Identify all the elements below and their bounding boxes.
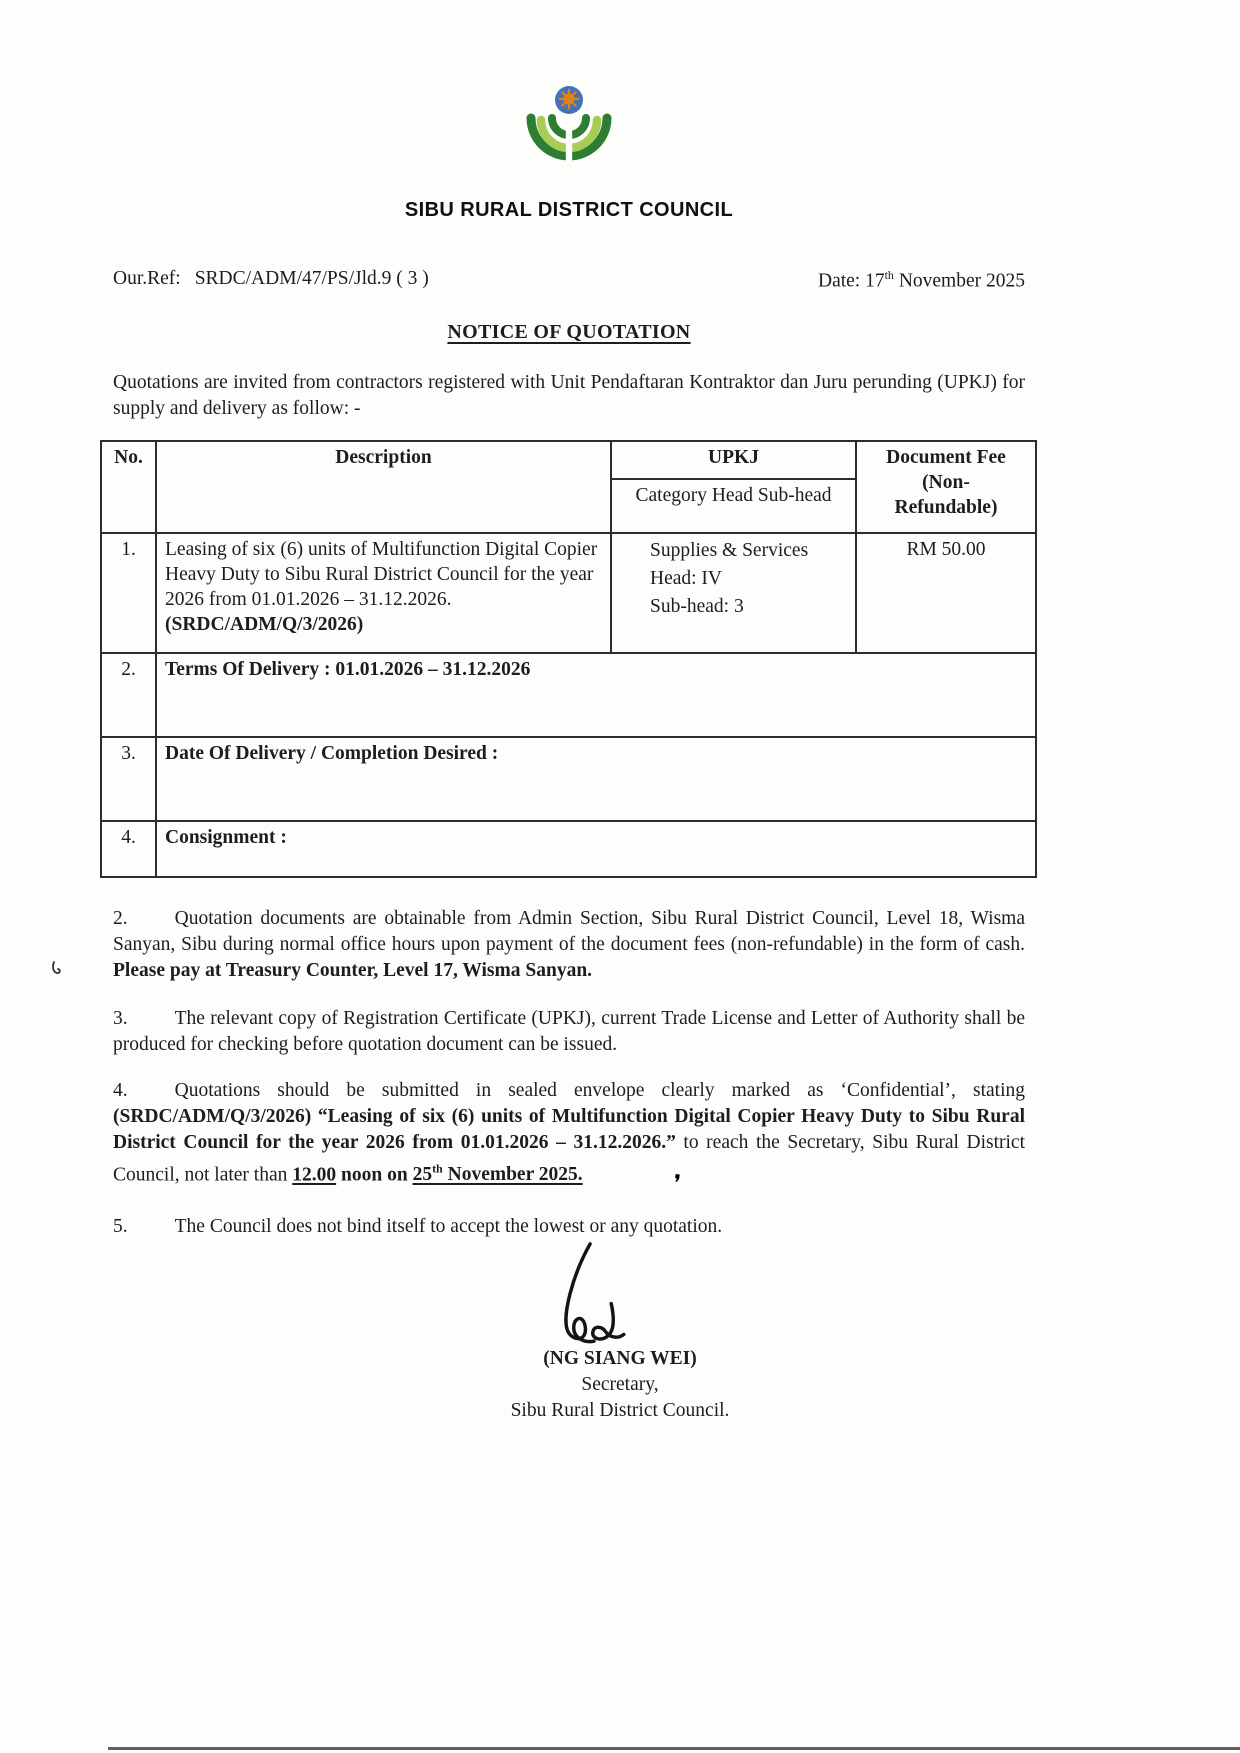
signatory-role: Secretary, [581,1374,659,1395]
row3-no: 3. [101,737,156,821]
intro-paragraph: Quotations are invited from contractors registered with Unit Pendaftaran Kontraktor dan Juru perunding (UPKJ) for supply and delivery as follow: - [113,371,1025,419]
upkj-subhead: Sub-head: 3 [650,595,744,617]
row1-description-ref: (SRDC/ADM/Q/3/2026) [165,613,364,635]
scan-edge-line [108,1747,1240,1750]
pen-tick-mark: ❜ [671,1170,683,1196]
council-logo-wrap [113,0,1025,193]
paragraph-4-part1: Quotations should be submitted in sealed envelope clearly marked as ‘Confidential’, stating [174,1079,1025,1101]
table-header-row [101,441,1036,479]
paragraph-3 [113,1006,1025,1058]
paragraph-2 [113,906,1025,984]
paragraph-2-text: Quotation documents are obtainable from Admin Section, Sibu Rural District Council, Level 18, Wisma Sanyan, Sibu during normal office hours upon payment of the document fees (non-refundable) in the form of cash. [113,907,1025,955]
quotation-table [100,440,1037,878]
paragraph-4-number: 4. [113,1079,128,1101]
upkj-head: Head: IV [650,567,723,589]
paragraph-2-bold: Please pay at Treasury Counter, Level 17, Wisma Sanyan. [113,959,593,981]
deadline-rest: November 2025. [442,1164,583,1185]
table-row-3 [101,737,1036,821]
paragraph-4-part3: to reach the Secretary, Sibu Rural District Council, not later than [113,1131,1025,1185]
logo-center-slit [566,114,572,188]
row1-description [156,533,611,653]
pen-mark-left-margin [50,960,64,976]
paragraph-3-number: 3. [113,1007,128,1029]
our-ref-label: Our.Ref: [113,268,181,289]
date-ordinal: th [884,268,894,282]
fee-header-line: (Non- [922,471,970,493]
doc-date [818,268,1025,293]
handwritten-signature [532,1242,652,1346]
date-day: 17 [865,270,885,292]
signatory-org: Sibu Rural District Council. [510,1400,730,1421]
upkj-category: Supplies & Services [650,539,809,561]
table-row-1 [101,533,1036,653]
paragraph-5-number: 5. [113,1216,128,1237]
date-label: Date: [817,270,861,292]
row4-no: 4. [101,821,156,877]
title-wrap [113,321,1025,344]
date-rest: November 2025 [893,270,1025,292]
signature-block [0,1242,1240,1424]
paragraph-2-number: 2. [113,907,128,929]
our-ref-value: SRDC/ADM/47/PS/Jld.9 ( 3 ) [194,268,429,289]
col-header-no: No. [101,441,156,533]
row1-fee: RM 50.00 [856,533,1036,653]
row2-no: 2. [101,653,156,737]
table-row-4 [101,821,1036,877]
table-row-2 [101,653,1036,737]
signatory-name: (NG SIANG WEI) [543,1348,697,1369]
org-name: SIBU RURAL DISTRICT COUNCIL [404,199,734,221]
deadline-mid: noon on [336,1164,413,1185]
page-title: NOTICE OF QUOTATION [447,320,691,343]
col-header-description: Description [156,441,611,533]
paragraph-5 [113,1214,1025,1240]
row1-no: 1. [101,533,156,653]
our-ref [113,268,429,293]
ref-date-row [113,268,1025,293]
paragraph-4-subject-bold: (SRDC/ADM/Q/3/2026) “Leasing of six (6) units of Multifunction Digital Copier Heavy Duty to Sibu Rural District Council for the year 2026 from 01.01.2026 – 31.12.2026.” [113,1105,1025,1153]
paragraph-4 [113,1078,1025,1196]
row1-description-text: Leasing of six (6) units of Multifunction Digital Copier Heavy Duty to Sibu Rural District Council for the year 2026 from 01.01.2026 – 31.12.2026. [165,538,598,610]
deadline-date [412,1161,583,1185]
row3-text: Date Of Delivery / Completion Desired : [156,737,1036,821]
row4-text: Consignment : [156,821,1036,877]
deadline-day-overwritten: 25 [412,1164,433,1185]
paragraph-3-text: The relevant copy of Registration Certificate (UPKJ), current Trade License and Letter of Authority shall be produced for checking before quotation document can be issued. [113,1007,1025,1055]
col-header-upkj: UPKJ [611,441,856,479]
fee-header-line: Refundable) [894,496,998,518]
council-logo-icon [519,84,619,188]
row2-text: Terms Of Delivery : 01.01.2026 – 31.12.2026 [156,653,1036,737]
deadline-ordinal: th [432,1161,443,1176]
col-header-upkj-sub: Category Head Sub-head [611,479,856,533]
row1-upkj [611,533,856,653]
col-header-fee [856,441,1036,533]
fee-header-line: Document Fee [886,446,1006,468]
paragraph-5-text: The Council does not bind itself to accept the lowest or any quotation. [174,1216,723,1237]
deadline-time: 12.00 [292,1164,337,1185]
